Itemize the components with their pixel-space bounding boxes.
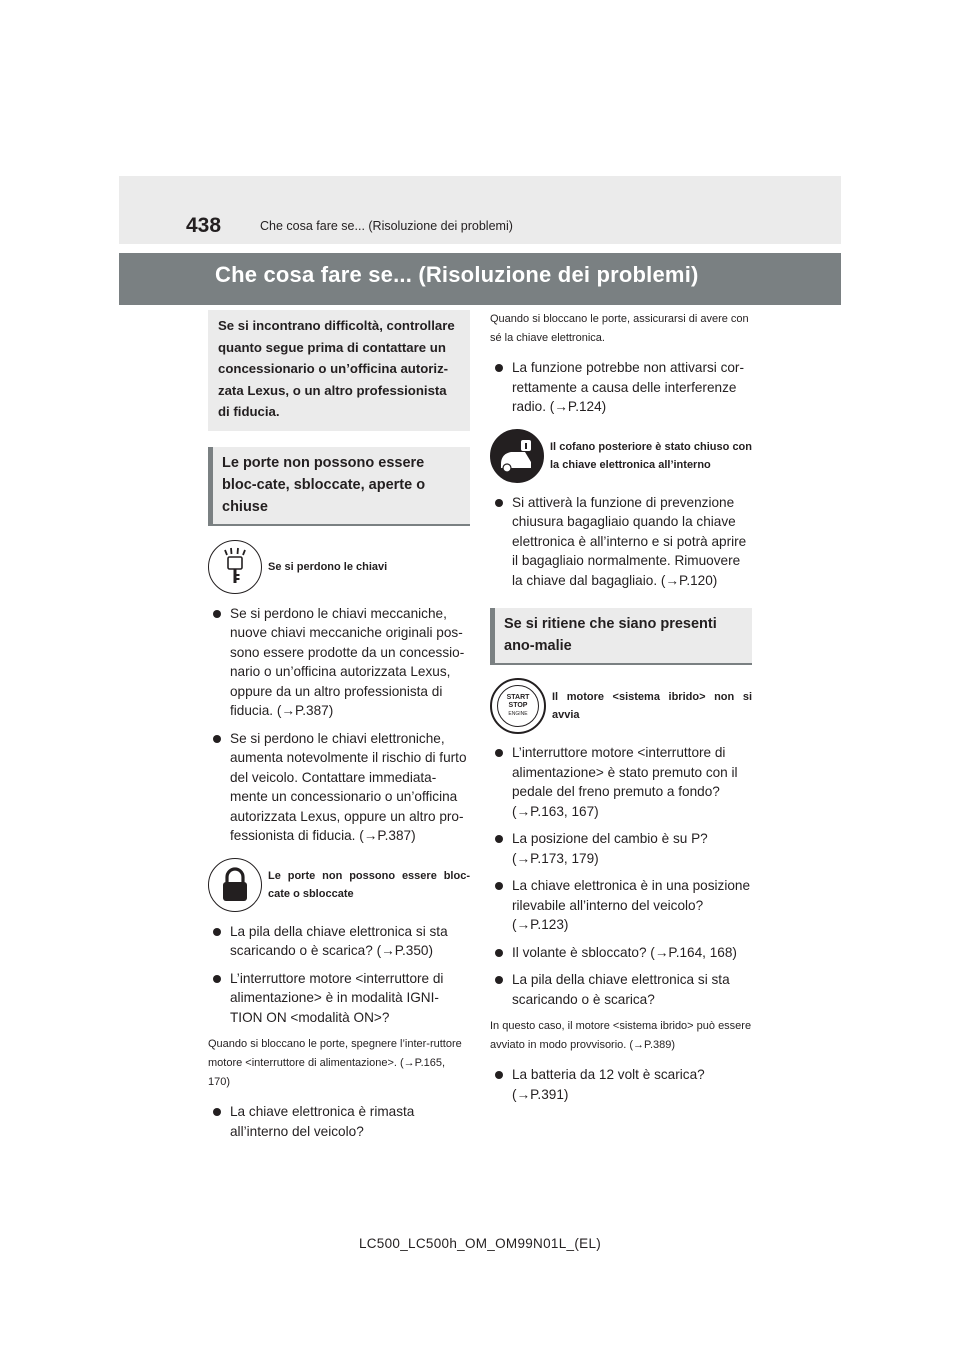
icon-row-lost-keys <box>208 538 470 596</box>
list-item: La pila della chiave elettronica si sta scaricando o è scarica? (→P.350) <box>208 922 470 961</box>
list-item: Il volante è sbloccato? (→P.164, 168) <box>490 943 752 963</box>
list-item: Se si perdono le chiavi meccaniche, nuove chiavi meccaniche originali pos-sono essere prodotte da un concessio-nario o un’officina autorizzata Lexus, oppure da un altro professionista di fiducia. (→P.387) <box>208 604 470 721</box>
note: In questo caso, il motore <sistema ibrido> può essere avviato in modo provvisorio. (→P.389) <box>490 1020 752 1051</box>
header-bar <box>119 176 841 244</box>
trunk-key-icon <box>490 429 544 483</box>
list-item: Si attiverà la funzione di prevenzione chiusura bagagliaio quando la chiave elettronica è all’interno e si potrà aprire il bagagliaio normalmente. Rimuovere la chiave dal bagagliaio. (→P.120) <box>490 493 752 591</box>
list-item: L’interruttore motore <interruttore di alimentazione> è in modalità IGNI-TION ON <modalità ON>? <box>208 969 470 1028</box>
icon-row-lock <box>208 856 470 914</box>
list-item: La funzione potrebbe non attivarsi cor-rettamente a causa delle interferenze radio. (→P.124) <box>490 358 752 417</box>
icon-text: STOP <box>508 702 528 709</box>
section-heading-anomalies: Se si ritiene che siano presenti ano-malie <box>490 608 752 665</box>
icon-text: START <box>506 694 530 701</box>
note: Quando si bloccano le porte, spegnere l’inter-ruttore motore <interruttore di alimentazione>. (→P.165, 170) <box>208 1038 462 1088</box>
right-column <box>490 310 752 1112</box>
lost-key-icon <box>208 540 262 594</box>
icon-caption: Le porte non possono essere bloc-cate o sbloccate <box>268 869 470 900</box>
icon-row-trunk <box>490 427 752 485</box>
note: Quando si bloccano le porte, assicurarsi di avere con sé la chiave elettronica. <box>490 313 749 344</box>
list-item: La chiave elettronica è in una posizione rilevabile all’interno del veicolo? (→P.123) <box>490 876 752 935</box>
list-item: L’interruttore motore <interruttore di alimentazione> è stato premuto con il pedale del freno premuto a fondo? (→P.163, 167) <box>490 743 752 821</box>
list-item: La pila della chiave elettronica si sta scaricando o è scarica? <box>490 970 752 1009</box>
list-item: Se si perdono le chiavi elettroniche, aumenta notevolmente il rischio di furto del veicolo. Contattare immediata-mente un concessionario o un’officina autorizzata Lexus, oppure un altro pro-fessionista di fiducia. (→P.387) <box>208 729 470 846</box>
icon-caption: Se si perdono le chiavi <box>268 560 388 573</box>
footer-code: LC500_LC500h_OM_OM99N01L_(EL) <box>358 1236 602 1251</box>
section-heading-doors: Le porte non possono essere bloc-cate, sbloccate, aperte o chiuse <box>208 447 470 526</box>
intro-box: Se si incontrano difficoltà, controllare quanto segue prima di contattare un concessionario o un’officina autoriz-zata Lexus, o un altro professionista di fiducia. <box>208 310 470 431</box>
running-head: Che cosa fare se... (Risoluzione dei problemi) <box>260 219 513 233</box>
icon-caption: Il cofano posteriore è stato chiuso con la chiave elettronica all’interno <box>550 440 752 471</box>
list-item: La batteria da 12 volt è scarica? (→P.391) <box>490 1065 752 1104</box>
left-column <box>208 310 470 1149</box>
list-item: La chiave elettronica è rimasta all’interno del veicolo? <box>208 1102 470 1141</box>
icon-caption: Il motore <sistema ibrido> non si avvia <box>552 691 752 721</box>
page-number: 438 <box>186 214 222 237</box>
start-stop-button-icon <box>490 678 546 734</box>
padlock-icon <box>208 858 262 912</box>
icon-row-start-stop <box>490 677 752 735</box>
page-title: Che cosa fare se... (Risoluzione dei problemi) <box>215 262 699 287</box>
list-item: La posizione del cambio è su P? (→P.173, 179) <box>490 829 752 868</box>
icon-text: ENGINE <box>508 711 528 717</box>
